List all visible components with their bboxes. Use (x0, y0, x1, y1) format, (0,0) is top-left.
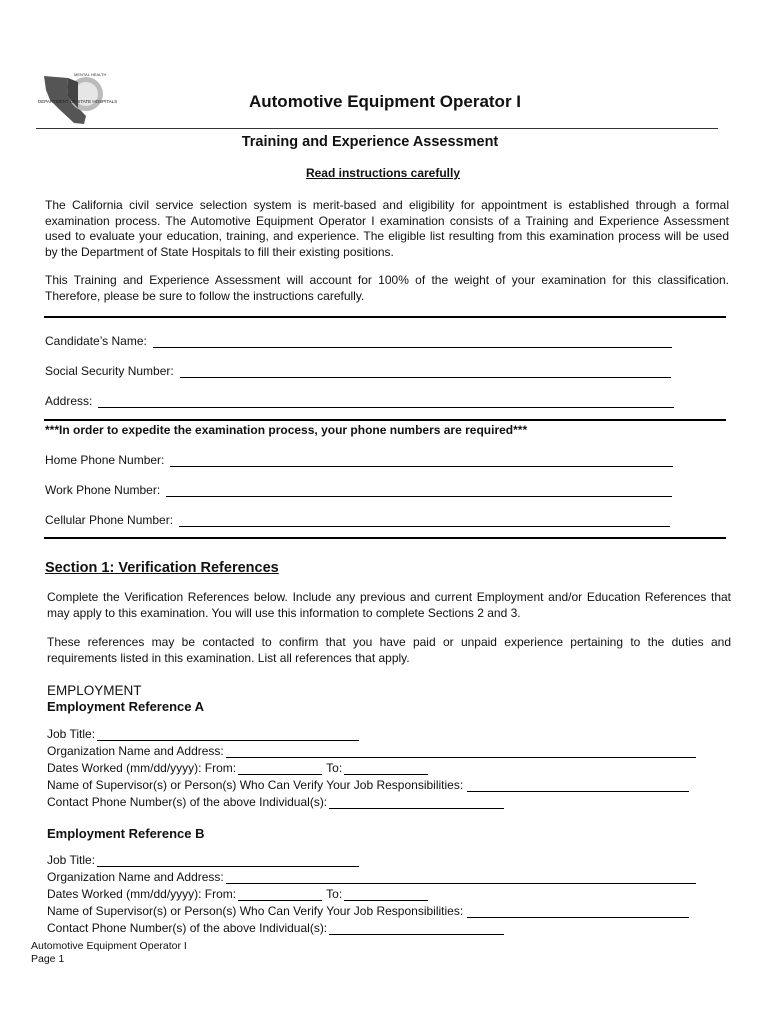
ssn-field[interactable] (45, 364, 671, 378)
section-1-paragraph-2: These references may be contacted to confirm that you have paid or unpaid experience pertaining to the duties and requirements listed in this examination. List all references that apply. (47, 635, 731, 665)
cell-phone-field[interactable] (45, 513, 670, 527)
candidate-name-input[interactable] (153, 336, 672, 348)
dates-to-label: To: (326, 761, 343, 775)
divider (44, 419, 726, 421)
candidate-name-field[interactable] (45, 334, 672, 348)
org-label: Organization Name and Address: (47, 870, 224, 884)
supervisor-label: Name of Supervisor(s) or Person(s) Who Can Verify Your Job Responsibilities: (47, 904, 464, 918)
ref-b-contact-input[interactable] (329, 923, 504, 935)
supervisor-label: Name of Supervisor(s) or Person(s) Who Can Verify Your Job Responsibilities: (47, 778, 464, 792)
ref-a-to-input[interactable] (344, 763, 428, 775)
contact-label: Contact Phone Number(s) of the above Individual(s): (47, 795, 328, 809)
section-1-title: Section 1: Verification References (45, 560, 279, 576)
divider (44, 316, 726, 318)
work-phone-label: Work Phone Number: (45, 483, 161, 497)
cell-phone-label: Cellular Phone Number: (45, 513, 174, 527)
ref-b-job-title-field[interactable] (47, 853, 359, 867)
page-title: Automotive Equipment Operator I (248, 92, 522, 111)
ref-b-org-input[interactable] (226, 872, 696, 884)
ref-a-contact-field[interactable] (47, 795, 504, 809)
ref-a-job-title-input[interactable] (97, 729, 359, 741)
employment-reference-b-heading: Employment Reference B (47, 826, 205, 841)
page-subtitle: Training and Experience Assessment (241, 134, 499, 150)
employment-label: EMPLOYMENT (47, 683, 142, 698)
ref-a-org-input[interactable] (226, 746, 696, 758)
contact-label: Contact Phone Number(s) of the above Individual(s): (47, 921, 328, 935)
ref-b-supervisor-field[interactable] (47, 904, 689, 918)
ref-b-job-title-input[interactable] (97, 855, 359, 867)
work-phone-field[interactable] (45, 483, 672, 497)
ref-a-supervisor-field[interactable] (47, 778, 689, 792)
work-phone-input[interactable] (166, 485, 672, 497)
intro-paragraph-2: This Training and Experience Assessment will account for 100% of the weight of your examination for this classification. Therefore, please be sure to follow the instructions carefully. (45, 273, 729, 303)
employment-reference-a-heading: Employment Reference A (47, 699, 205, 714)
divider (44, 537, 726, 539)
ref-a-contact-input[interactable] (329, 797, 504, 809)
home-phone-label: Home Phone Number: (45, 453, 165, 467)
ref-b-dates-field[interactable] (47, 887, 428, 901)
logo-text-left: DEPARTMENT OF STATE HOSPITALS (38, 99, 118, 104)
home-phone-field[interactable] (45, 453, 673, 467)
ssn-input[interactable] (180, 366, 671, 378)
ref-a-from-input[interactable] (238, 763, 322, 775)
ref-a-supervisor-input[interactable] (467, 780, 689, 792)
cell-phone-input[interactable] (179, 515, 670, 527)
dates-from-label: Dates Worked (mm/dd/yyyy): From: (47, 761, 237, 775)
ref-a-dates-field[interactable] (47, 761, 428, 775)
address-label: Address: (45, 394, 93, 408)
ref-b-to-input[interactable] (344, 889, 428, 901)
dates-from-label: Dates Worked (mm/dd/yyyy): From: (47, 887, 237, 901)
home-phone-input[interactable] (170, 455, 673, 467)
footer-page-number: Page 1 (31, 953, 65, 965)
dates-to-label: To: (326, 887, 343, 901)
ssn-label: Social Security Number: (45, 364, 174, 378)
instruction-heading: Read instructions carefully (305, 166, 461, 180)
ref-b-contact-field[interactable] (47, 921, 504, 935)
ref-b-org-field[interactable] (47, 870, 696, 884)
org-label: Organization Name and Address: (47, 744, 224, 758)
address-field[interactable] (45, 394, 674, 408)
job-title-label: Job Title: (47, 727, 96, 741)
ref-b-from-input[interactable] (238, 889, 322, 901)
footer-doc-name: Automotive Equipment Operator I (31, 940, 187, 952)
address-input[interactable] (98, 396, 674, 408)
title-divider (36, 128, 718, 129)
section-1-paragraph-1: Complete the Verification References below. Include any previous and current Employment and/or Education References that may apply to this examination. You will use this information to complete Sections 2 and 3. (47, 590, 731, 620)
candidate-name-label: Candidate’s Name: (45, 334, 147, 348)
logo-text-top: MENTAL HEALTH (74, 72, 107, 77)
intro-paragraph-1: The California civil service selection system is merit-based and eligibility for appointment is established through a formal examination process. The Automotive Equipment Operator I examination consists of a Training and Experience Assessment used to evaluate your education, training, and experience. The eligible list resulting from this examination process will be used by the Department of State Hospitals to fill their existing positions. (45, 198, 729, 259)
ref-b-supervisor-input[interactable] (467, 906, 689, 918)
job-title-label: Job Title: (47, 853, 96, 867)
ref-a-job-title-field[interactable] (47, 727, 359, 741)
phone-required-note: ***In order to expedite the examination process, your phone numbers are required*** (45, 423, 528, 437)
ref-a-org-field[interactable] (47, 744, 696, 758)
